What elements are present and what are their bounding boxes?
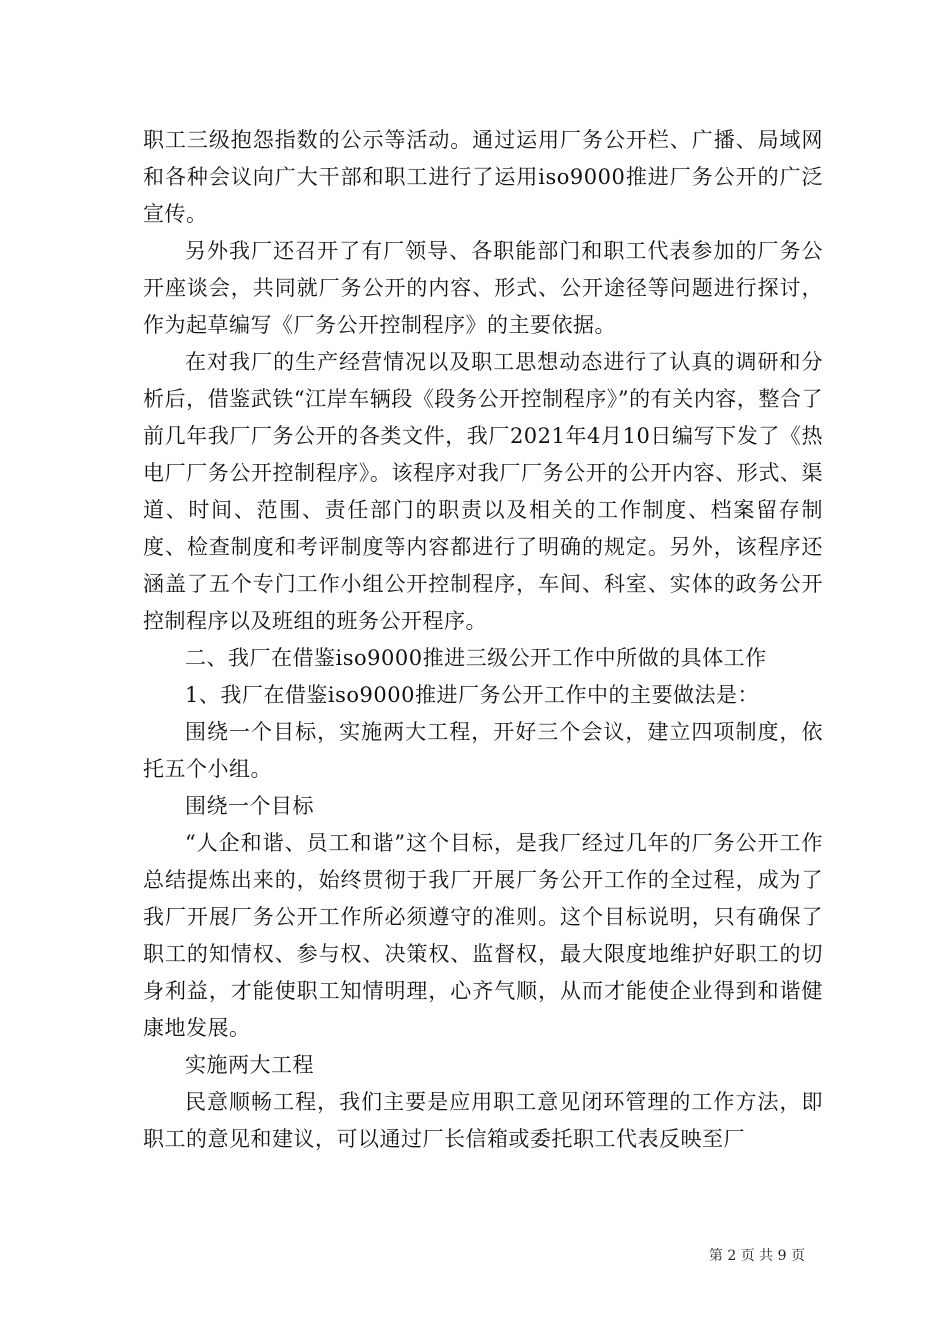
item-heading-goal: 围绕一个目标: [185, 794, 314, 818]
paragraph-1: 职工三级抱怨指数的公示等活动。通过运用厂务公开栏、广播、局域网和各种会议向广大干部和职工进行了运用iso9000推进厂务公开的广泛宣传。: [143, 128, 823, 226]
paragraph-projects: 民意顺畅工程，我们主要是应用职工意见闭环管理的工作方法，即职工的意见和建议，可以通过厂长信箱或委托职工代表反映至厂: [143, 1090, 823, 1151]
paragraph-summary: 围绕一个目标，实施两大工程，开好三个会议，建立四项制度，依托五个小组。: [143, 720, 823, 781]
subsection-heading: 1、我厂在借鉴iso9000推进厂务公开工作中的主要做法是：: [185, 683, 759, 707]
paragraph-goal: “人企和谐、员工和谐”这个目标，是我厂经过几年的厂务公开工作总结提炼出来的，始终贯彻于我厂开展厂务公开工作的全过程，成为了我厂开展厂务公开工作所必须遵守的准则。这个目标说明，只有确保了职工的知情权、参与权、决策权、监督权，最大限度地维护好职工的切身利益，才能使职工知情明理，心齐气顺，从而才能使企业得到和谐健康地发展。: [143, 831, 823, 1040]
paragraph-3: 在对我厂的生产经营情况以及职工思想动态进行了认真的调研和分析后，借鉴武铁“江岸车辆段《段务公开控制程序》”的有关内容，整合了前几年我厂厂务公开的各类文件，我厂2021年4月10日编写下发了《热电厂厂务公开控制程序》。该程序对我厂厂务公开的公开内容、形式、渠道、时间、范围、责任部门的职责以及相关的工作制度、档案留存制度、检查制度和考评制度等内容都进行了明确的规定。另外，该程序还涵盖了五个专门工作小组公开控制程序，车间、科室、实体的政务公开控制程序以及班组的班务公开程序。: [143, 350, 823, 633]
section-heading: 二、我厂在借鉴iso9000推进三级公开工作中所做的具体工作: [185, 646, 767, 670]
document-body: [143, 122, 823, 1158]
page-number-footer: 第 2 页 共 9 页: [708, 1248, 805, 1264]
paragraph-2: 另外我厂还召开了有厂领导、各职能部门和职工代表参加的厂务公开座谈会，共同就厂务公开的内容、形式、公开途径等问题进行探讨，作为起草编写《厂务公开控制程序》的主要依据。: [143, 239, 823, 337]
item-heading-projects: 实施两大工程: [185, 1053, 314, 1077]
